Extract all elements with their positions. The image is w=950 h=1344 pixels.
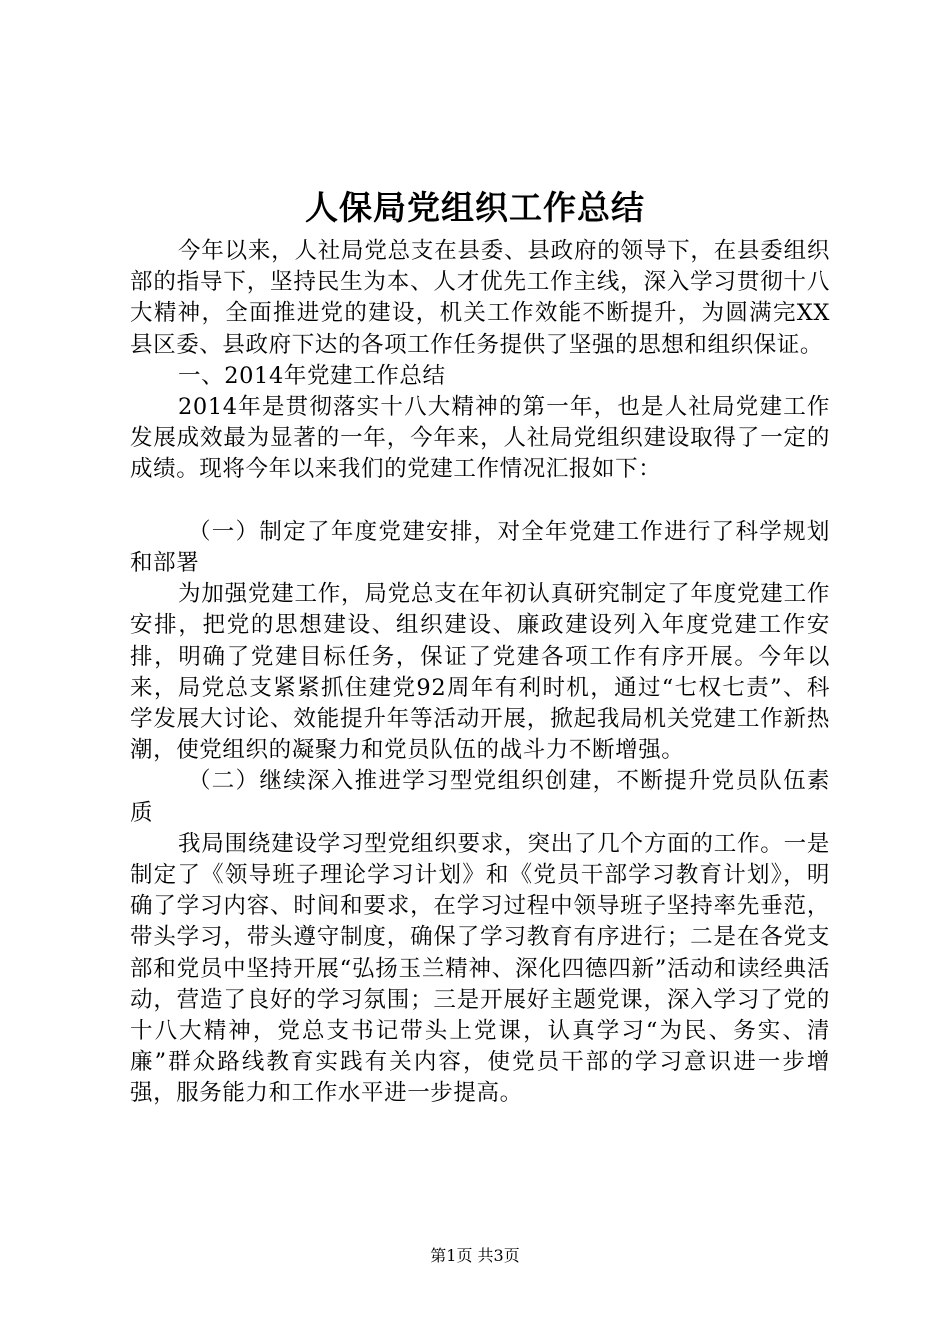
subsection-1-paragraph: 为加强党建工作，局党总支在年初认真研究制定了年度党建工作安排，把党的思想建设、组织建设、廉政建设列入年度党建工作安排，明确了党建目标任务，保证了党建各项工作有序开展。今年以来，局党总支紧紧抓住建党92周年有利时机，通过“七权七责”、科学发展大讨论、效能提升年等活动开展，掀起我局机关党建工作新热潮，使党组织的凝聚力和党员队伍的战斗力不断增强。 (130, 581, 830, 764)
page-number-footer: 第1页 共3页 (430, 1246, 520, 1265)
document-title: 人保局党组织工作总结 (305, 188, 645, 227)
subsection-heading-2: （二）继续深入推进学习型党组织创建，不断提升党员队伍素质 (130, 768, 830, 826)
subsection-heading-1: （一）制定了年度党建安排，对全年党建工作进行了科学规划和部署 (130, 518, 830, 577)
summary-paragraph: 2014年是贯彻落实十八大精神的第一年，也是人社局党建工作发展成效最为显著的一年，今年来，人社局党组织建设取得了一定的成绩。现将今年以来我们的党建工作情况汇报如下： (130, 394, 830, 483)
blank-line (130, 486, 830, 517)
subsection-2-paragraph: 我局围绕建设学习型党组织要求，突出了几个方面的工作。一是制定了《领导班子理论学习计划》和《党员干部学习教育计划》，明确了学习内容、时间和要求，在学习过程中领导班子坚持率先垂范，带头学习，带头遵守制度，确保了学习教育有序进行；二是在各党支部和党员中坚持开展“弘扬玉兰精神、深化四德四新”活动和读经典活动，营造了良好的学习氛围；三是开展好主题党课，深入学习了党的十八大精神，党总支书记带头上党课，认真学习“为民、务实、清廉”群众路线教育实践有关内容，使党员干部的学习意识进一步增强，服务能力和工作水平进一步提高。 (130, 830, 830, 1107)
document-body (130, 236, 830, 1110)
section-heading-1: 一、2014年党建工作总结 (178, 362, 446, 389)
intro-paragraph: 今年以来，人社局党总支在县委、县政府的领导下，在县委组织部的指导下，坚持民生为本、人才优先工作主线，深入学习贯彻十八大精神，全面推进党的建设，机关工作效能不断提升，为圆满完XX县区委、县政府下达的各项工作任务提供了坚强的思想和组织保证。 (130, 238, 830, 358)
